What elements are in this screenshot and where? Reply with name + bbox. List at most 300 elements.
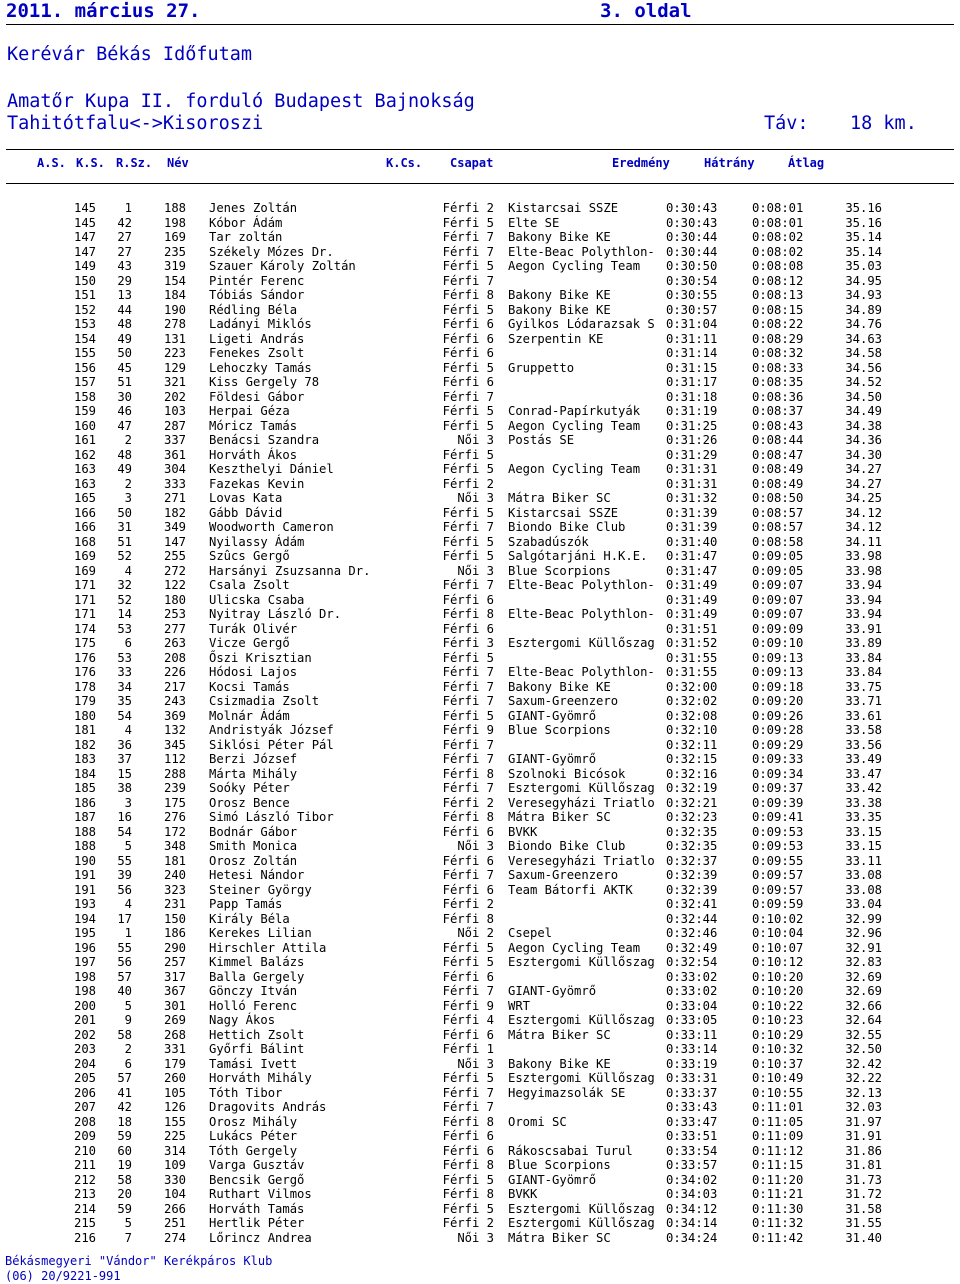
cell-abs: 151 [73,288,96,302]
cell-gap: 0:09:18 [752,679,804,694]
cell-name: Székely Mózes Dr. [209,244,334,259]
table-row [0,1115,960,1130]
table-row [0,332,960,347]
table-row [0,1216,960,1231]
cell-gap: 0:09:13 [752,665,804,679]
cell-name: Hettich Zsolt [209,1027,305,1042]
cell-category: Férfi 6 [442,1129,494,1143]
cell-gap: 0:11:15 [752,1158,804,1172]
cell-name: Hirschler Attila [209,940,327,955]
cell-abs: 166 [73,505,96,520]
cell-gap: 0:08:12 [752,273,804,288]
cell-gap: 0:10:12 [752,955,804,969]
cell-name: Siklósi Péter Pál [209,737,334,752]
cell-rsz: 330 [163,1172,186,1187]
table-row [0,984,960,999]
cell-category: Férfi 7 [442,737,494,752]
cell-abs: 183 [73,752,96,766]
cell-average: 32.96 [845,926,882,940]
cell-team: Hegyimazsolák SE [508,1085,626,1100]
cell-abs: 149 [73,259,96,273]
cell-category: Férfi 6 [442,882,494,897]
table-row [0,419,960,434]
cell-gap: 0:08:43 [752,418,804,433]
cell-average: 32.42 [845,1056,882,1071]
cell-team: Csepel [508,926,553,940]
cell-abs: 171 [73,592,96,607]
cell-gap: 0:11:32 [752,1216,804,1230]
cell-gap: 0:10:04 [752,926,804,940]
cell-average: 33.15 [845,824,882,839]
cell-average: 33.42 [845,781,882,795]
cell-ks: 60 [117,1143,132,1158]
cell-gap: 0:09:05 [752,563,804,578]
table-row [0,796,960,811]
cell-rsz: 188 [163,201,186,215]
table-row [0,346,960,361]
cell-rsz: 198 [163,215,186,230]
cell-rsz: 255 [163,549,186,563]
table-row [0,941,960,956]
cell-ks: 53 [117,650,132,665]
cell-average: 31.40 [845,1230,882,1245]
cell-rsz: 272 [163,563,186,578]
cell-team: Esztergomi Küllőszag [508,1013,655,1027]
table-row [0,506,960,521]
cell-result: 0:32:02 [666,694,718,708]
cell-name: Ruthart Vilmos [209,1187,312,1201]
cell-abs: 207 [73,1100,96,1114]
cell-ks: 43 [117,259,132,273]
cell-rsz: 225 [163,1129,186,1143]
table-row [0,955,960,970]
cell-gap: 0:11:09 [752,1129,804,1143]
cell-gap: 0:08:50 [752,491,804,505]
cell-category: Férfi 7 [442,868,494,882]
cell-category: Férfi 7 [442,520,494,534]
cell-ks: 55 [117,940,132,955]
cell-result: 0:33:51 [666,1129,718,1143]
cell-gap: 0:08:57 [752,505,804,520]
cell-abs: 213 [73,1187,96,1201]
cell-result: 0:31:26 [666,433,718,447]
cell-ks: 41 [117,1085,132,1100]
table-row [0,723,960,738]
cell-result: 0:33:57 [666,1158,718,1172]
table-row [0,462,960,477]
cell-category: Férfi 8 [442,288,494,302]
cell-result: 0:30:55 [666,288,718,302]
cell-gap: 0:09:07 [752,607,804,621]
table-row [0,1173,960,1188]
col-header-name: Név [167,156,189,170]
cell-gap: 0:08:36 [752,389,804,404]
cell-result: 0:34:24 [666,1230,718,1245]
cell-abs: 175 [73,636,96,650]
cell-abs: 188 [73,839,96,853]
cell-gap: 0:08:29 [752,331,804,346]
table-row [0,1144,960,1159]
table-row [0,810,960,825]
table-row [0,216,960,231]
cell-team: Aegon Cycling Team [508,259,641,273]
cell-team: Bakony Bike KE [508,1056,611,1071]
cell-ks: 15 [117,766,132,781]
cell-abs: 163 [73,462,96,476]
cell-rsz: 361 [163,447,186,462]
cell-name: Varga Gusztáv [209,1158,305,1172]
cell-gap: 0:10:55 [752,1085,804,1100]
cell-team: Elte-Beac Polythlon- [508,244,655,259]
cell-abs: 181 [73,723,96,737]
cell-average: 32.99 [845,911,882,926]
cell-name: Márta Mihály [209,766,298,781]
cell-category: Férfi 6 [442,621,494,636]
cell-average: 31.91 [845,1129,882,1143]
cell-name: Kocsi Tamás [209,679,290,694]
cell-gap: 0:10:37 [752,1056,804,1071]
cell-rsz: 276 [163,810,186,824]
cell-name: Móricz Tamás [209,418,298,433]
table-row [0,767,960,782]
cell-gap: 0:10:20 [752,984,804,998]
cell-rsz: 150 [163,911,186,926]
cell-category: Férfi 5 [442,955,494,969]
cell-average: 34.38 [845,418,882,433]
cell-abs: 147 [73,230,96,244]
cell-abs: 191 [73,882,96,897]
cell-team: Blue Scorpions [508,723,611,737]
cell-result: 0:32:41 [666,897,718,911]
cell-result: 0:33:47 [666,1114,718,1129]
cell-abs: 185 [73,781,96,795]
cell-ks: 59 [117,1129,132,1143]
cell-category: Férfi 6 [442,969,494,984]
cell-rsz: 112 [163,752,186,766]
cell-abs: 176 [73,665,96,679]
cell-category: Férfi 2 [442,201,494,215]
cell-category: Férfi 6 [442,346,494,360]
cell-category: Férfi 5 [442,1071,494,1085]
cell-rsz: 122 [163,578,186,592]
cell-gap: 0:08:57 [752,520,804,534]
table-row [0,375,960,390]
cell-team: Gruppetto [508,360,575,375]
cell-average: 34.63 [845,331,882,346]
cell-name: Smith Monica [209,839,298,853]
cell-ks: 57 [117,969,132,984]
cell-ks: 42 [117,1100,132,1114]
col-header-rsz: R.Sz. [116,156,153,170]
cell-result: 0:33:54 [666,1143,718,1158]
cell-rsz: 226 [163,665,186,679]
table-row [0,549,960,564]
cell-result: 0:31:52 [666,636,718,650]
route: Tahitótfalu<->Kisoroszi [7,113,264,134]
cell-average: 35.14 [845,230,882,244]
cell-name: Gönczy Itván [209,984,298,998]
cell-rsz: 169 [163,230,186,244]
cell-rsz: 253 [163,607,186,621]
cell-team: Biondo Bike Club [508,839,626,853]
cell-name: Kerekes Lilian [209,926,312,940]
cell-ks: 29 [117,273,132,288]
cell-abs: 163 [73,476,96,491]
cell-category: Férfi 5 [442,534,494,549]
cell-result: 0:34:14 [666,1216,718,1230]
cell-category: Férfi 7 [442,679,494,694]
cell-team: Mátra Biker SC [508,810,611,824]
cell-average: 33.49 [845,752,882,766]
cell-result: 0:31:04 [666,317,718,331]
cell-name: Csala Zsolt [209,578,290,592]
cell-name: Soóky Péter [209,781,290,795]
cell-name: Bencsik Gergő [209,1172,305,1187]
cell-ks: 34 [117,679,132,694]
cell-abs: 182 [73,737,96,752]
cell-average: 33.94 [845,607,882,621]
cell-ks: 6 [124,1056,132,1071]
cell-gap: 0:11:12 [752,1143,804,1158]
cell-result: 0:31:39 [666,520,718,534]
cell-gap: 0:09:09 [752,621,804,636]
cell-name: Orosz Bence [209,795,290,810]
cell-result: 0:31:31 [666,462,718,476]
cell-abs: 191 [73,868,96,882]
cell-rsz: 349 [163,520,186,534]
cell-team: Aegon Cycling Team [508,940,641,955]
cell-abs: 215 [73,1216,96,1230]
cell-result: 0:32:23 [666,810,718,824]
cell-category: Férfi 7 [442,1085,494,1100]
cell-result: 0:31:47 [666,563,718,578]
cell-abs: 216 [73,1230,96,1245]
cell-category: Női 3 [457,1230,494,1245]
table-row [0,578,960,593]
cell-gap: 0:09:33 [752,752,804,766]
cell-ks: 50 [117,346,132,360]
table-row [0,491,960,506]
table-row [0,607,960,622]
table-row [0,593,960,608]
cell-result: 0:32:15 [666,752,718,766]
cell-average: 34.36 [845,433,882,447]
cell-gap: 0:08:02 [752,244,804,259]
cell-average: 33.35 [845,810,882,824]
cell-name: Herpai Géza [209,404,290,418]
cell-category: Férfi 2 [442,795,494,810]
cell-ks: 30 [117,389,132,404]
cell-gap: 0:09:55 [752,853,804,868]
cell-ks: 33 [117,665,132,679]
cell-ks: 38 [117,781,132,795]
table-row [0,1202,960,1217]
table-row [0,709,960,724]
cell-abs: 205 [73,1071,96,1085]
cell-category: Férfi 8 [442,810,494,824]
cell-abs: 157 [73,375,96,389]
col-header-gap: Hátrány [704,156,755,170]
cell-ks: 6 [124,636,132,650]
cell-team: Esztergomi Küllőszag [508,781,655,795]
cell-name: Gább Dávid [209,505,283,520]
table-row [0,564,960,579]
cell-gap: 0:09:53 [752,824,804,839]
cell-name: Orosz Zoltán [209,853,298,868]
cell-rsz: 290 [163,940,186,955]
cell-abs: 166 [73,520,96,534]
cell-category: Férfi 8 [442,1114,494,1129]
cell-category: Férfi 5 [442,1172,494,1187]
cell-name: Papp Tamás [209,897,283,911]
cell-average: 32.69 [845,984,882,998]
cell-abs: 184 [73,766,96,781]
cell-average: 33.84 [845,665,882,679]
cell-category: Férfi 8 [442,1158,494,1172]
cell-result: 0:31:40 [666,534,718,549]
col-header-result: Eredmény [612,156,670,170]
cell-rsz: 333 [163,476,186,491]
table-row [0,912,960,927]
table-row [0,680,960,695]
cell-rsz: 269 [163,1013,186,1027]
col-header-abs: A.S. [37,156,66,170]
cell-rsz: 263 [163,636,186,650]
cell-name: Keszthelyi Dániel [209,462,334,476]
cell-category: Férfi 9 [442,998,494,1013]
cell-rsz: 223 [163,346,186,360]
cell-result: 0:34:12 [666,1201,718,1216]
cell-result: 0:31:55 [666,665,718,679]
cell-abs: 214 [73,1201,96,1216]
cell-team: Esztergomi Küllőszag [508,1201,655,1216]
cell-average: 33.91 [845,621,882,636]
distance-label: Táv: [764,113,809,134]
cell-category: Férfi 7 [442,578,494,592]
cell-ks: 54 [117,708,132,723]
cell-category: Női 3 [457,433,494,447]
cell-rsz: 271 [163,491,186,505]
cell-abs: 208 [73,1114,96,1129]
cell-rsz: 175 [163,795,186,810]
cell-gap: 0:11:30 [752,1201,804,1216]
cell-average: 31.73 [845,1172,882,1187]
cell-team: Elte-Beac Polythlon- [508,665,655,679]
cell-gap: 0:08:49 [752,462,804,476]
cell-ks: 5 [124,839,132,853]
cell-category: Férfi 5 [442,259,494,273]
cell-team: Rákoscsabai Turul [508,1143,633,1158]
divider [6,24,954,25]
cell-rsz: 181 [163,853,186,868]
cell-average: 34.27 [845,462,882,476]
table-row [0,245,960,260]
cell-gap: 0:09:29 [752,737,804,752]
cell-category: Férfi 8 [442,911,494,926]
cell-abs: 197 [73,955,96,969]
cell-result: 0:30:43 [666,201,718,215]
results-table [0,201,960,1245]
cell-gap: 0:11:01 [752,1100,804,1114]
cell-rsz: 202 [163,389,186,404]
cell-name: Fazekas Kevin [209,476,305,491]
cell-category: Férfi 7 [442,244,494,259]
cell-rsz: 337 [163,433,186,447]
cell-average: 34.52 [845,375,882,389]
cell-ks: 58 [117,1172,132,1187]
cell-rsz: 331 [163,1042,186,1056]
cell-team: Mátra Biker SC [508,491,611,505]
cell-ks: 49 [117,462,132,476]
cell-gap: 0:08:01 [752,201,804,215]
cell-average: 34.56 [845,360,882,375]
page-header [6,0,954,22]
cell-result: 0:32:11 [666,737,718,752]
cell-gap: 0:09:59 [752,897,804,911]
cell-result: 0:31:32 [666,491,718,505]
cell-category: Férfi 2 [442,897,494,911]
table-row [0,1158,960,1173]
cell-team: GIANT-Gyömrő [508,708,597,723]
cell-rsz: 323 [163,882,186,897]
cell-average: 32.50 [845,1042,882,1056]
cell-abs: 200 [73,998,96,1013]
cell-name: Bodnár Gábor [209,824,298,839]
cell-team: Mátra Biker SC [508,1027,611,1042]
cell-ks: 59 [117,1201,132,1216]
cell-gap: 0:08:22 [752,317,804,331]
cell-category: Férfi 7 [442,665,494,679]
cell-abs: 154 [73,331,96,346]
cell-ks: 19 [117,1158,132,1172]
cell-abs: 211 [73,1158,96,1172]
cell-name: Andristyák József [209,723,334,737]
cell-gap: 0:08:58 [752,534,804,549]
cell-result: 0:31:51 [666,621,718,636]
cell-rsz: 154 [163,273,186,288]
cell-name: Dragovits András [209,1100,327,1114]
cell-rsz: 180 [163,592,186,607]
cell-result: 0:31:14 [666,346,718,360]
table-row [0,535,960,550]
cell-ks: 4 [124,563,132,578]
cell-name: Jenes Zoltán [209,201,298,215]
cell-average: 33.38 [845,795,882,810]
cell-abs: 161 [73,433,96,447]
table-row [0,897,960,912]
table-row [0,390,960,405]
cell-team: Blue Scorpions [508,1158,611,1172]
cell-team: Gyilkos Lódarazsak S [508,317,655,331]
cell-average: 33.08 [845,868,882,882]
cell-average: 34.95 [845,273,882,288]
table-row [0,970,960,985]
cell-abs: 171 [73,578,96,592]
cell-average: 31.55 [845,1216,882,1230]
cell-team: Szabadúszók [508,534,589,549]
cell-result: 0:31:55 [666,650,718,665]
race-title: Amatőr Kupa II. forduló Budapest Bajnokság [7,91,475,112]
cell-average: 31.97 [845,1114,882,1129]
cell-gap: 0:08:02 [752,230,804,244]
cell-name: Lőrincz Andrea [209,1230,312,1245]
cell-name: Őszi Krisztian [209,650,312,665]
cell-gap: 0:08:49 [752,476,804,491]
footer-phone: (06) 20/9221-991 [5,1269,121,1283]
cell-abs: 206 [73,1085,96,1100]
cell-abs: 176 [73,650,96,665]
cell-team: Szolnoki Bicósok [508,766,626,781]
